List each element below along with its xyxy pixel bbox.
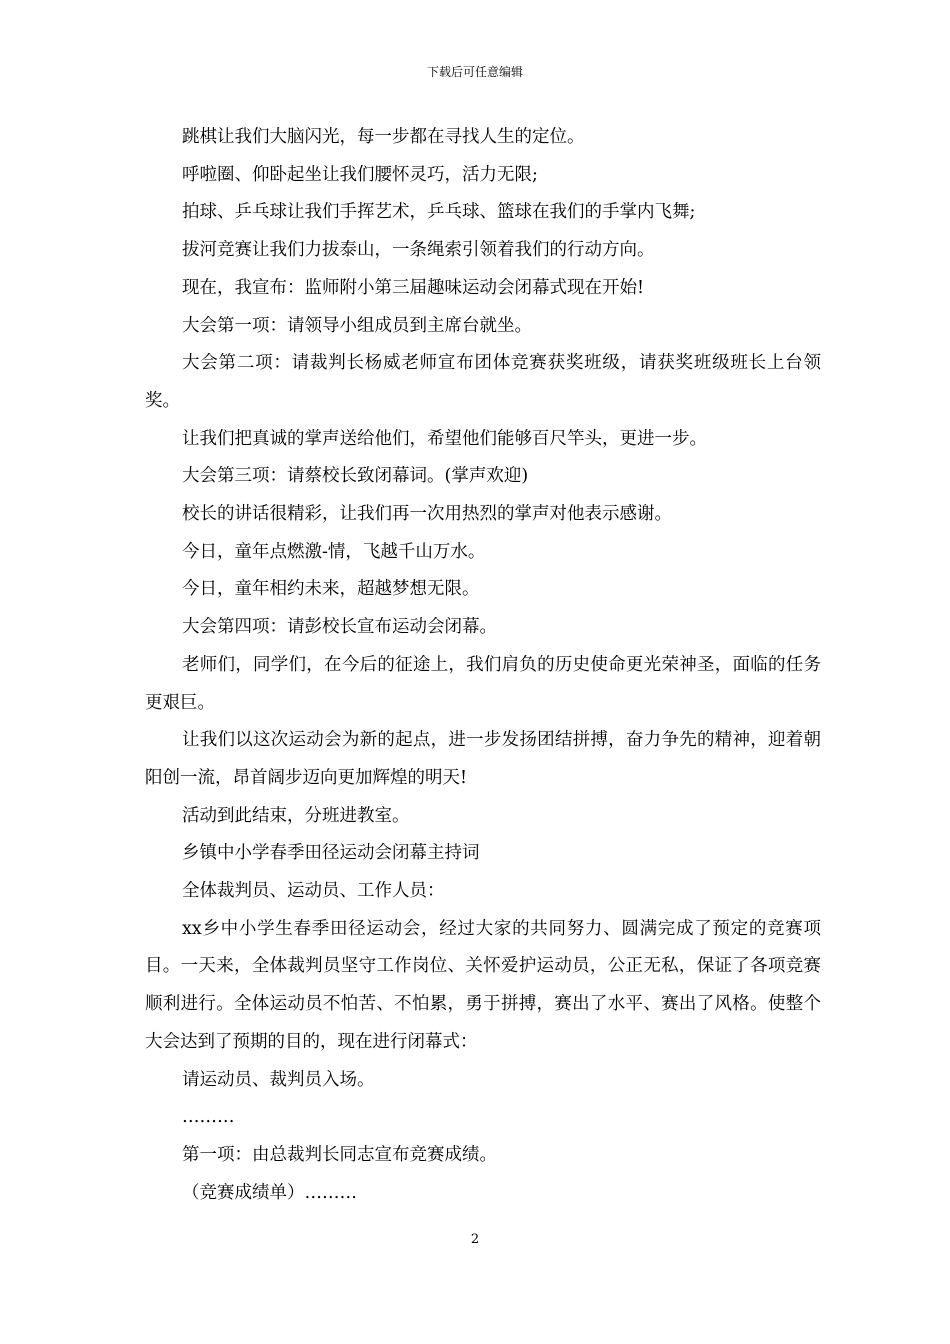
page-header: 下载后可任意编辑 [426,65,523,79]
document-body [145,119,821,1212]
paragraph: 呼啦圈、仰卧起坐让我们腰怀灵巧，活力无限; [182,164,538,185]
paragraph: 今日，童年点燃激-情，飞越千山万水。 [182,541,486,562]
paragraph: 跳棋让我们大脑闪光，每一步都在寻找人生的定位。 [182,127,585,147]
page-number: 2 [470,1232,480,1247]
paragraph: 大会第一项：请领导小组成员到主席台就坐。 [182,315,532,336]
paragraph: 老师们，同学们，在今后的征途上，我们肩负的历史使命更光荣神圣，面临的任务更艰巨。 [145,654,821,713]
paragraph: 现在，我宣布：监师附小第三届趣味运动会闭幕式现在开始! [182,277,645,298]
paragraph: （竞赛成绩单）……… [182,1182,357,1203]
paragraph: 今日，童年相约未来，超越梦想无限。 [182,579,480,600]
section-title: 乡镇中小学春季田径运动会闭幕主持词 [182,843,480,864]
paragraph: xx乡中小学生春季田径运动会，经过大家的共同努力、圆满完成了预定的竞赛项目。一天来，全体裁判员坚守工作岗位、关怀爱护运动员，公正无私，保证了各项竞赛顺利进行。全体运动员不怕苦、不怕累，勇于拼搏，赛出了水平、赛出了风格。使整个大会达到了预期的目的，现在进行闭幕式： [145,918,821,1052]
paragraph: 第一项：由总裁判长同志宣布竞赛成绩。 [182,1144,497,1165]
paragraph: 拍球、乒乓球让我们手挥艺术，乒乓球、篮球在我们的手掌内飞舞; [182,202,696,223]
paragraph: 活动到此结束，分班进教室。 [182,805,410,826]
paragraph: 大会第三项：请蔡校长致闭幕词。(掌声欢迎) [182,466,529,487]
paragraph: 让我们把真诚的掌声送给他们，希望他们能够百尺竿头，更进一步。 [182,428,707,449]
paragraph: 让我们以这次运动会为新的起点，进一步发扬团结拼搏，奋力争先的精神，迎着朝阳创一流，昂首阔步迈向更加辉煌的明天! [145,730,821,788]
paragraph: ……… [182,1107,235,1128]
paragraph: 大会第二项：请裁判长杨威老师宣布团体竞赛获奖班级，请获奖班级班长上台领奖。 [145,353,821,411]
paragraph: 大会第四项：请彭校长宣布运动会闭幕。 [182,617,497,638]
paragraph: 全体裁判员、运动员、工作人员： [182,881,445,902]
paragraph: 校长的讲话很精彩，让我们再一次用热烈的掌声对他表示感谢。 [182,504,672,525]
paragraph: 请运动员、裁判员入场。 [182,1069,375,1090]
paragraph: 拔河竞赛让我们力拔泰山，一条绳索引领着我们的行动方向。 [182,240,655,261]
